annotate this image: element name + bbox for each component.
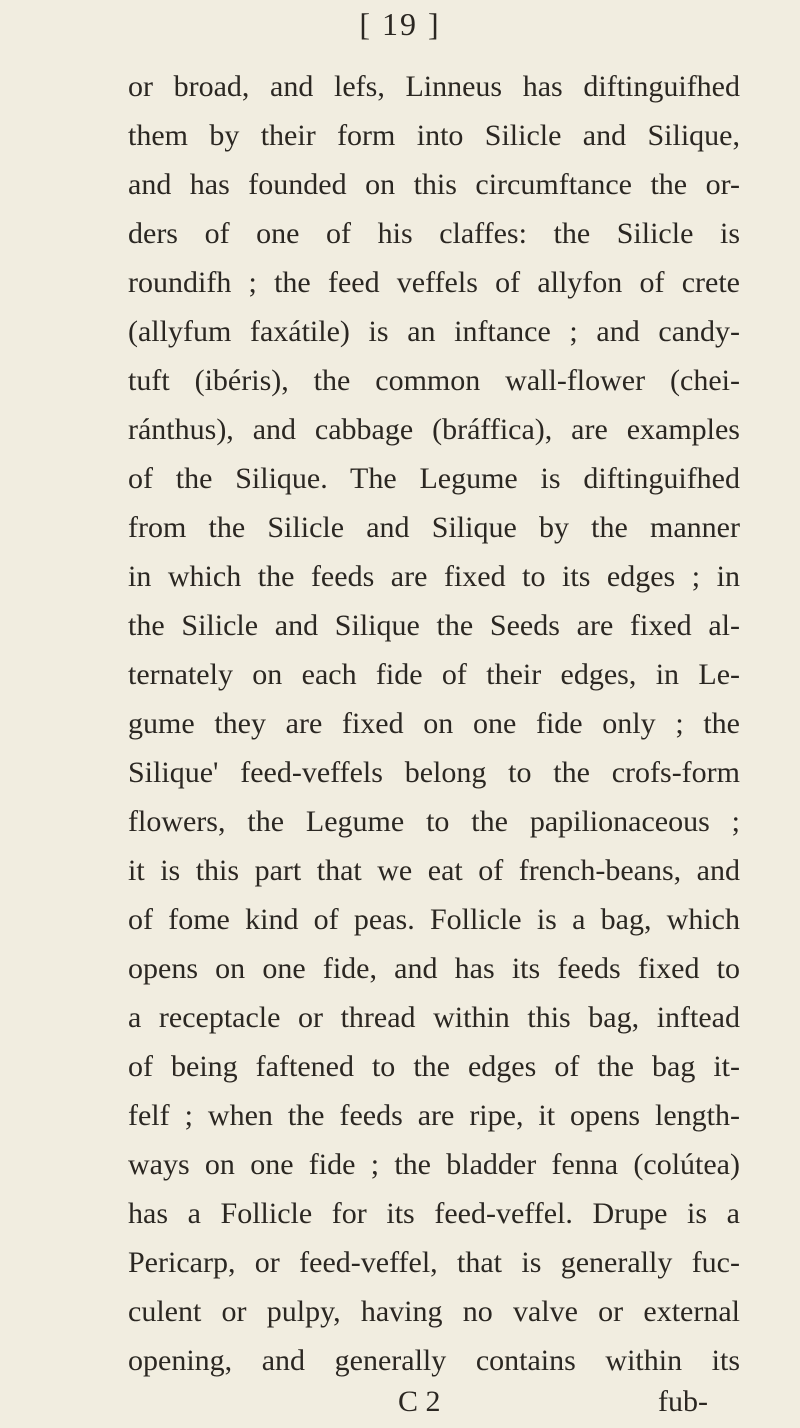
text-line: ways on one fide ; the bladder fenna (colútea) [128, 1148, 740, 1181]
text-line: from the Silicle and Silique by the manner [128, 511, 740, 544]
text-line: tuft (ibéris), the common wall-flower (chei- [128, 364, 740, 397]
text-line: ders of one of his claffes: the Silicle is [128, 217, 740, 250]
text-line: flowers, the Legume to the papilionaceous ; [128, 805, 740, 838]
text-line: them by their form into Silicle and Silique, [128, 119, 740, 152]
text-line: of being faftened to the edges of the bag it- [128, 1050, 740, 1083]
text-line: Pericarp, or feed-veffel, that is generally fuc- [128, 1246, 740, 1279]
text-line: ternately on each fide of their edges, in Le- [128, 658, 740, 691]
body-text [128, 62, 740, 1385]
text-line: felf ; when the feeds are ripe, it opens length- [128, 1099, 740, 1132]
text-line: opening, and generally contains within its [128, 1344, 740, 1377]
page-footer [0, 1380, 800, 1424]
text-line: Silique' feed-veffels belong to the crofs-form [128, 756, 740, 789]
page-number: [ 19 ] [359, 6, 441, 42]
text-line: (allyfum faxátile) is an inftance ; and candy- [128, 315, 740, 348]
text-line: it is this part that we eat of french-beans, and [128, 854, 740, 887]
text-line: opens on one fide, and has its feeds fixed to [128, 952, 740, 985]
text-line: the Silicle and Silique the Seeds are fixed al- [128, 609, 740, 642]
signature-mark: C 2 [398, 1385, 441, 1418]
text-line: or broad, and lefs, Linneus has diftinguifhed [128, 70, 740, 103]
text-line: and has founded on this circumftance the or- [128, 168, 740, 201]
text-line: of fome kind of peas. Follicle is a bag, which [128, 903, 740, 936]
text-line: roundifh ; the feed veffels of allyfon of crete [128, 266, 740, 299]
text-line: culent or pulpy, having no valve or external [128, 1295, 740, 1328]
text-line: gume they are fixed on one fide only ; the [128, 707, 740, 740]
text-line: has a Follicle for its feed-veffel. Drupe is a [128, 1197, 740, 1230]
text-line: in which the feeds are fixed to its edges ; in [128, 560, 740, 593]
catchword: fub- [658, 1385, 708, 1418]
text-line: of the Silique. The Legume is diftinguifhed [128, 462, 740, 495]
text-line: a receptacle or thread within this bag, inftead [128, 1001, 740, 1034]
text-line: ránthus), and cabbage (bráffica), are examples [128, 413, 740, 446]
